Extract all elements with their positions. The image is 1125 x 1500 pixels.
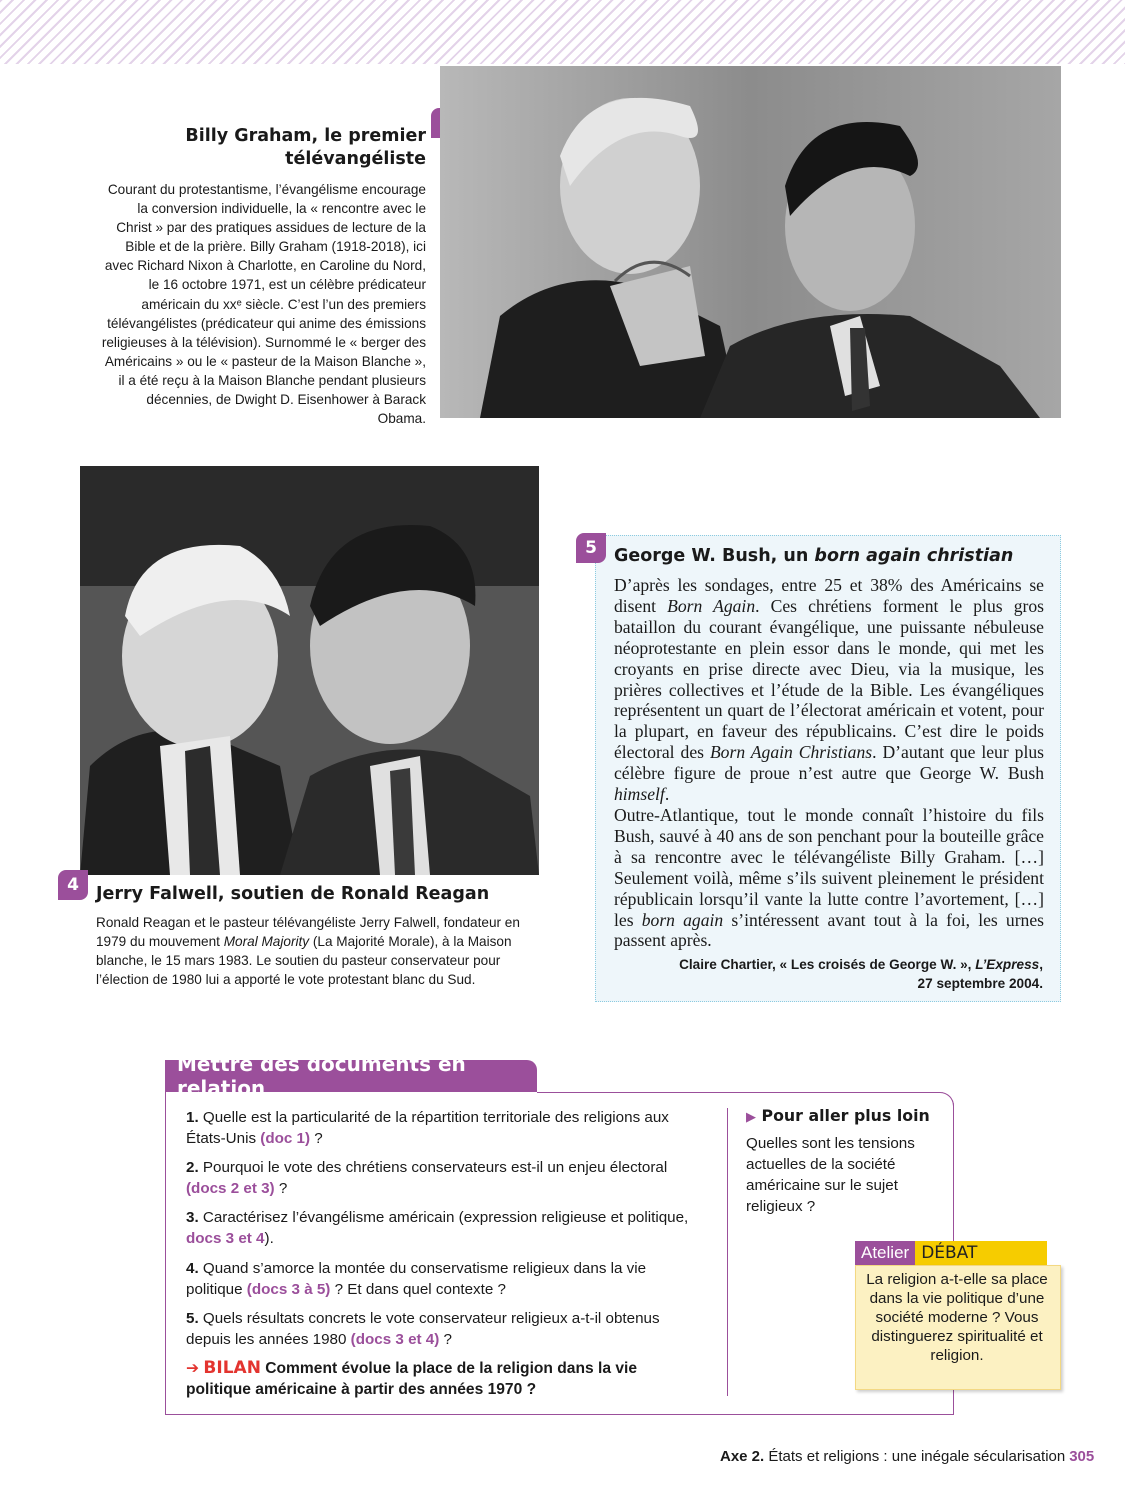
doc4-body: Ronald Reagan et le pasteur télévangéliste Jerry Falwell, fondateur en 1979 du mouvement Moral Majority (La Majorité Morale), à la Maison blanche, le 15 mars 1983. Le soutien du pasteur conservateur pour l’élection de 1980 lui a apporté le vote protestant blanc du Sud. [96, 915, 520, 987]
question-1: 1. Quelle est la particularité de la répartition territoriale des religions aux États-Unis (doc 1) ? [186, 1109, 669, 1147]
doc4-photo-falwell-reagan [80, 466, 539, 875]
atelier-text: La religion a-t-elle sa place dans la vie politique d’une société moderne ? Vous distinguerez spiritualité et religion. [866, 1271, 1048, 1364]
further-title: ▶ Pour aller plus loin [746, 1106, 930, 1125]
doc5-paragraph-1: D’après les sondages, entre 25 et 38% des Américains se disent Born Again. Ces chrétiens forment le plus gros bataillon du courant évangélique, une puissante nébuleuse néoprotestante en plein essor dans le monde, qui met les croyants en prise directe avec Dieu, via la musique, les prières collectives et l’étude de la Bible. Les évangéliques représentent un quart de l’électorat américain et votent, pour la plupart, en faveur des républicains. C’est dire le poids électoral des Born Again Christians. D’autant que leur plus célèbre figure de proue n’est autre que George W. Bush himself. [614, 575, 1044, 805]
bilan-question: ➔ BILAN Comment évolue la place de la religion dans la vie politique américaine à partir des années 1970 ? [186, 1357, 638, 1398]
bilan-arrow-icon: ➔ [186, 1359, 200, 1377]
doc4-number-badge: 4 [58, 870, 88, 900]
page-number: 305 [1069, 1448, 1095, 1465]
doc4-title: Jerry Falwell, soutien de Ronald Reagan [96, 884, 490, 904]
doc5-paragraph-2: Outre-Atlantique, tout le monde connaît l’histoire du fils Bush, sauvé à 40 ans de son penchant pour la bouteille grâce à sa rencontre avec le télévangéliste Billy Graham. […] Seulement voilà, même s’ils suivent pleinement le président républicain lorsqu’il vante la lutte contre l’avortement, […] les born again s’intéressent avant tout à la foi, les urnes passent après. [614, 804, 1045, 951]
atelier-label [855, 1241, 1047, 1265]
doc5-number-badge: 5 [576, 533, 606, 563]
doc3-title: Billy Graham, le premier télévangéliste [185, 126, 426, 169]
question-3: 3. Caractérisez l’évangélisme américain (expression religieuse et politique, docs 3 et 4). [186, 1209, 689, 1248]
header-stripes [0, 0, 1125, 64]
doc3-caption [100, 125, 426, 428]
play-arrow-icon: ▶ [746, 1110, 756, 1125]
doc5-source: Claire Chartier, « Les croisés de George W. », L’Express, 27 septembre 2004. [679, 957, 1043, 991]
further-body: Quelles sont les tensions actuelles de la société américaine sur le sujet religieux ? [746, 1135, 915, 1215]
page-footer: Axe 2. États et religions : une inégale sécularisation 305 [720, 1448, 1095, 1465]
question-2: 2. Pourquoi le vote des chrétiens conservateurs est-il un enjeu électoral (docs 2 et 3) ? [186, 1159, 668, 1198]
question-5: 5. Quels résultats concrets le vote conservateur religieux a-t-il obtenus depuis les années 1980 (docs 3 et 4) ? [186, 1309, 660, 1348]
doc3-body: Courant du protestantisme, l’évangélisme encourage la conversion individuelle, la « rencontre avec le Christ » par des pratiques assidues de lecture de la Bible et de la prière. Billy Graham (1918-2018), ici avec Richard Nixon à Charlotte, en Caroline du Nord, le 16 octobre 1971, est un célèbre prédicateur américain du xxᵉ siècle. C’est l’un des premiers télévangélistes (prédicateur qui anime des émissions religieuses à la télévision). Surnommé le « berger des Américains » ou le « pasteur de la Maison Blanche », il a été reçu à la Maison Blanche pendant plusieurs décennies, de Dwight D. Eisenhower à Barack Obama. [101, 182, 426, 427]
atelier-label-a: Atelier [855, 1241, 915, 1265]
doc5-body [614, 575, 1044, 951]
questions-list [186, 1107, 706, 1400]
questions-heading: Mettre des documents en relation [165, 1060, 537, 1092]
questions-divider [727, 1108, 728, 1396]
doc3-photo-graham-nixon [440, 66, 1061, 418]
atelier-label-b: DÉBAT [915, 1241, 1047, 1265]
doc5-title: George W. Bush, un born again christian [614, 546, 1014, 566]
question-4: 4. Quand s’amorce la montée du conservatisme religieux dans la vie politique (docs 3 à 5) ? Et dans quel contexte ? [186, 1259, 647, 1298]
